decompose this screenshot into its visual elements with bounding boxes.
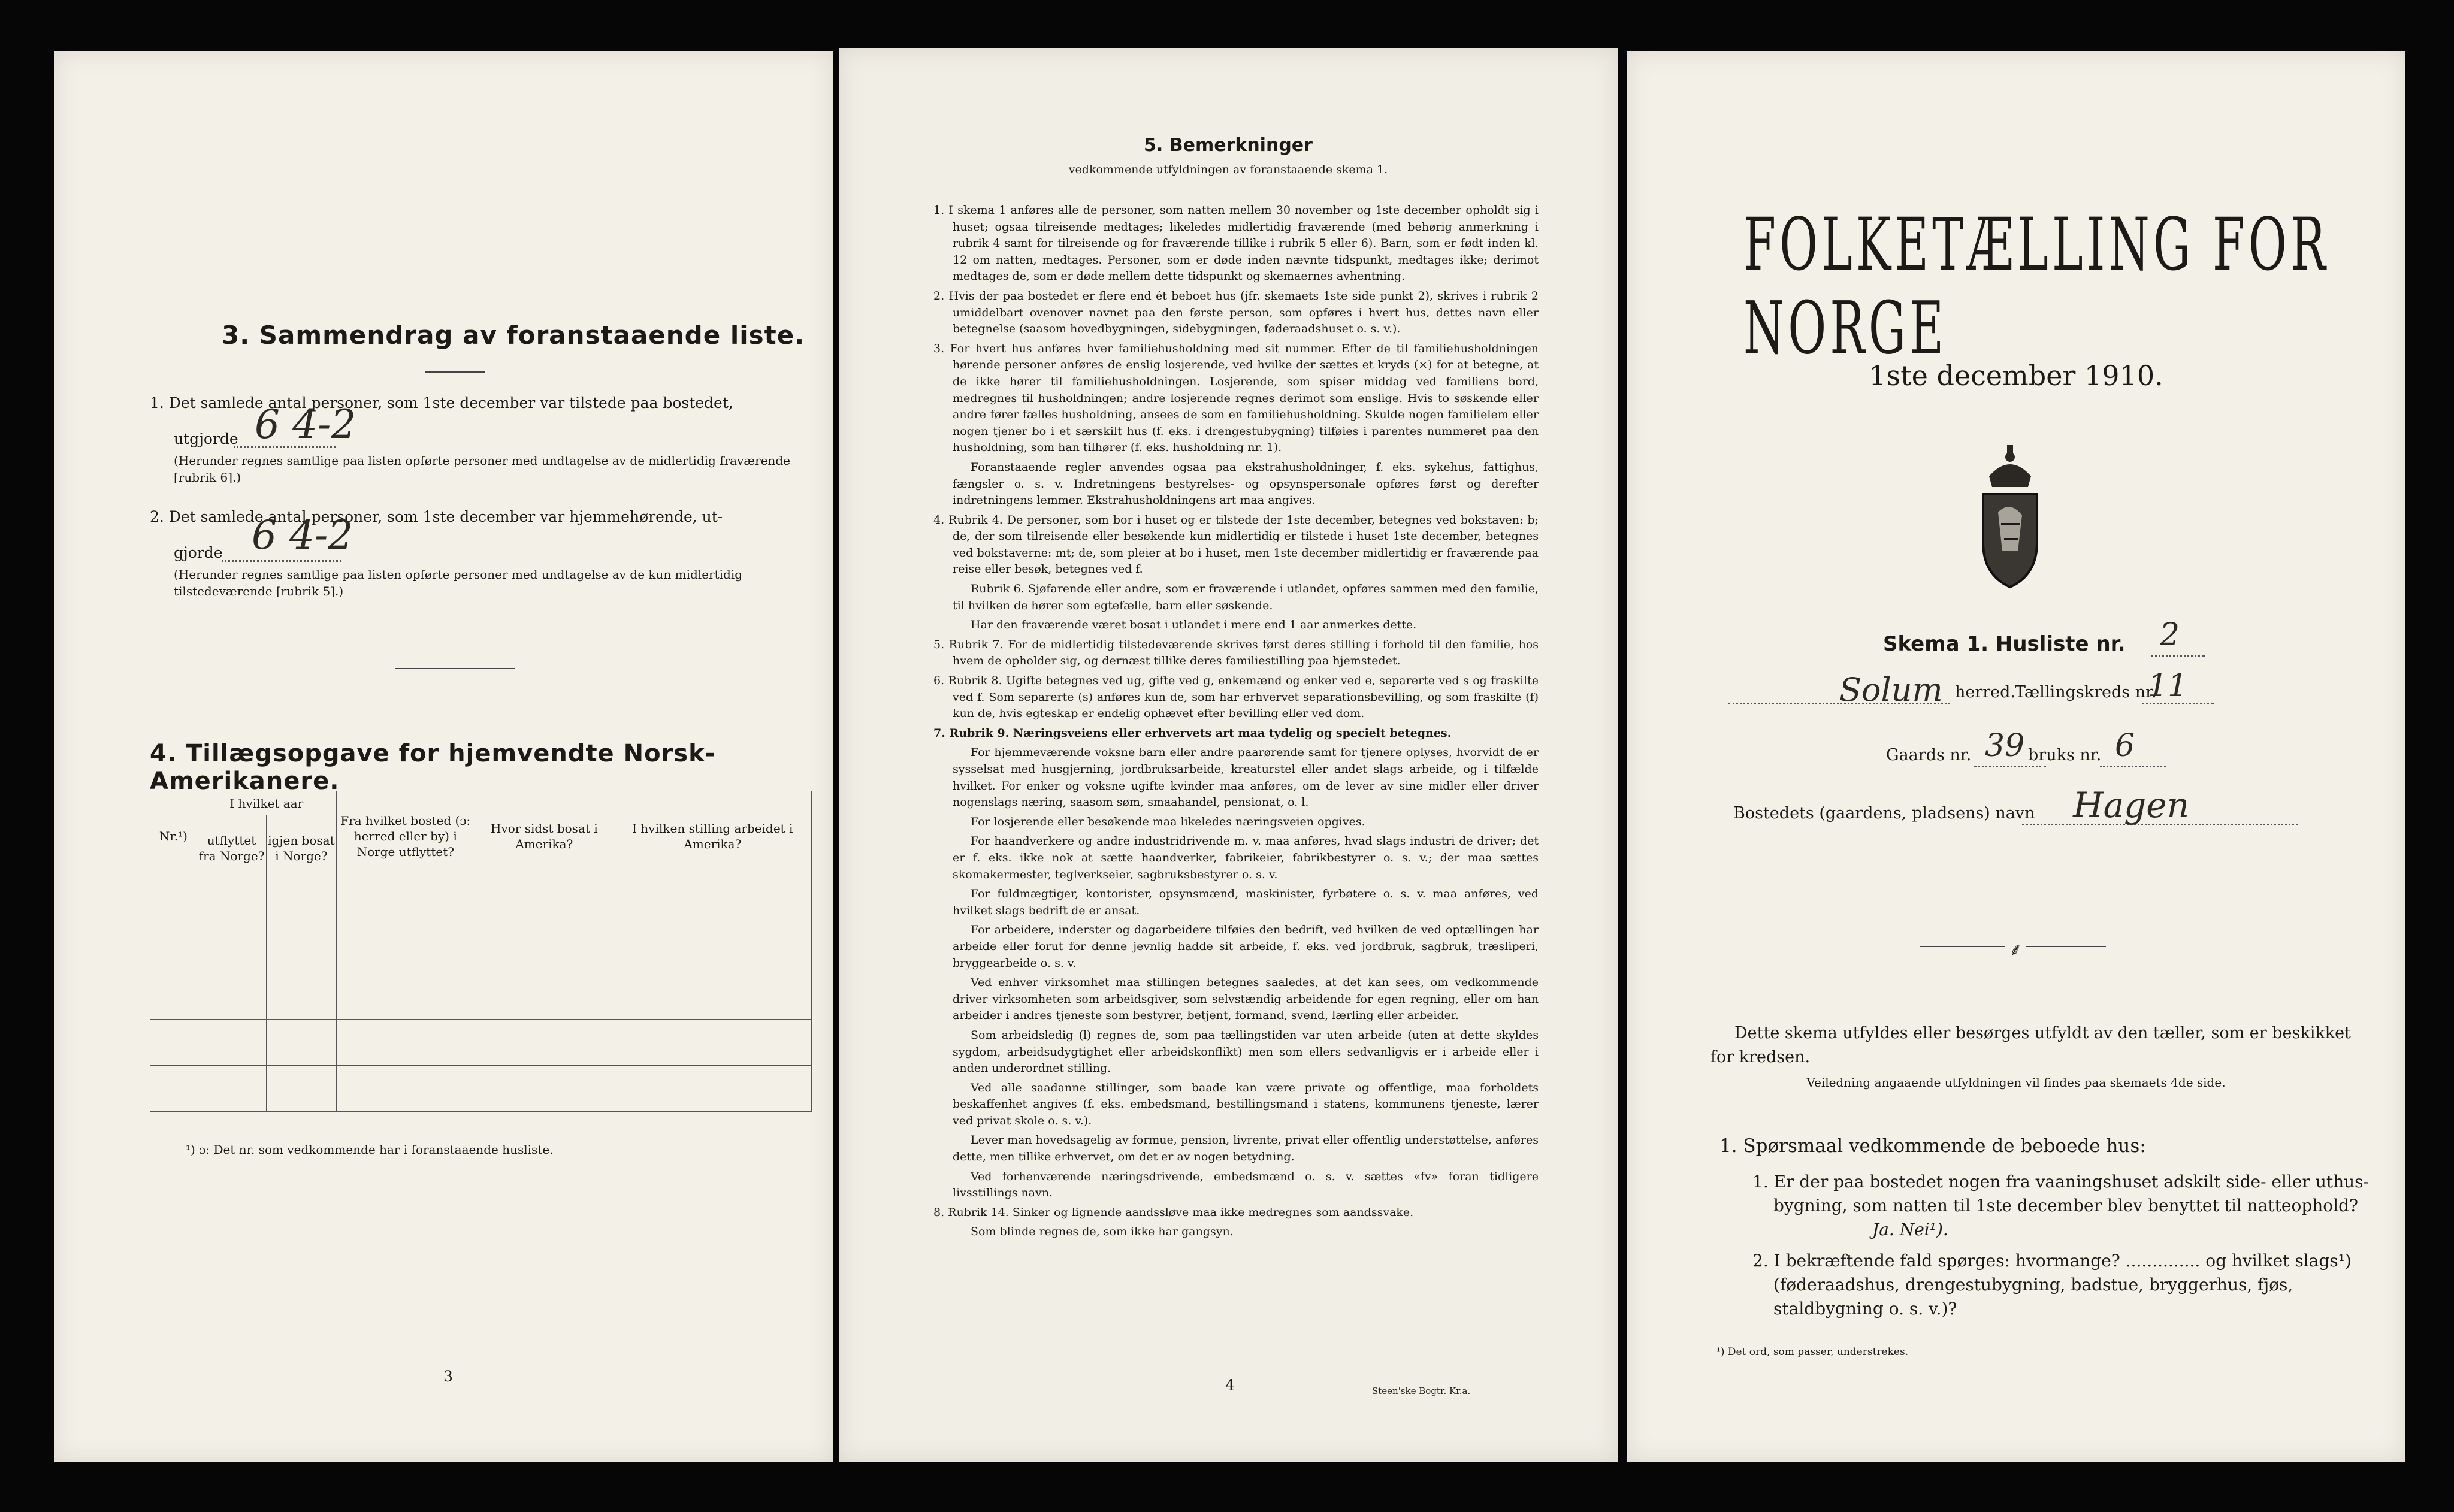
bruks-label: bruks nr. [2028, 746, 2102, 764]
remark-2: 2. Hvis der paa bostedet er flere end ét beboet hus (jfr. skemaets 1ste side punkt 2), skrives i rubrik 2 umiddelbart ovenover navnet paa den første person, som opføres i hvert hus, dettes navn eller betegnelse (saasom hovedbygningen, sidebygningen, føderaadshuset o. s. v.). [933, 289, 1539, 336]
remark-4: 4. Rubrik 4. De personer, som bor i huset og er tilstede der 1ste december, betegnes ved bokstaven: b; de, der som tilreisende eller besøkende kun midlertidig er tilstede i huset 1ste december, betegnes ved bokstaverne: mt; de, som pleier at bo i huset, men 1ste december midlertidig er fraværende paa reise eller besøk, betegnes ved f. [933, 513, 1539, 576]
item1-handwritten-value: 6 4-2 [255, 401, 356, 447]
remark-7-para: For haandverkere og andre industridrivende m. v. maa anføres, hvad slags industri de driver; det er f. eks. ikke nok at sætte haandverker, fabrikeier, fabrikbestyrer o. s. v.; der maa sættes skomakermester, teglverkseier, sagbruksbestyrer o. s. v. [953, 834, 1539, 881]
intro-text: Dette skema utfyldes eller besørges utfyldt av den tæller, som er beskikket for kredsen. [1710, 1024, 2351, 1066]
left-page [54, 51, 833, 1462]
remark-7-para: Lever man hovedsagelig av formue, pension, livrente, privat eller offentlig understøttelse, anføres dette, men tillike erhvervet, om det er av nogen betydning. [953, 1133, 1539, 1164]
herred-label: herred. [1955, 683, 2016, 701]
question-header: 1. Spørsmaal vedkommende de beboede hus: [1719, 1135, 2146, 1157]
remark-7-para: For hjemmeværende voksne barn eller andre paarørende samt for tjenere oplyses, hvorvidt de er sysselsat med husgjerning, jordbruksarbeide, kreaturstel eller andet slags arbeide, og i tilfælde hvilket. For enker og voksne ugifte kvinder maa anføres, om de lever av sine midler eller driver nogenslags næring, saasom søm, smaahandel, pensionat, o. l. [953, 746, 1539, 809]
remark-7: 7. Rubrik 9. Næringsveiens eller erhvervets art maa tydelig og specielt betegnes. [933, 726, 1452, 740]
item2-prefix: gjorde [174, 544, 223, 561]
item2-text: 2. Det samlede antal personer, som 1ste december var hjemmehørende, ut- [150, 508, 723, 525]
remark-5: 5. Rubrik 7. For de midlertidig tilstedeværende skrives først deres stilling i forhold til den familie, hos hvem de opholder sig, og dernæst tillike deres familiestilling paa hjemstedet. [933, 637, 1539, 668]
page-number: 3 [443, 1368, 453, 1385]
item1-note: (Herunder regnes samtlige paa listen opførte personer med undtagelse av de midlertidig fraværende [rubrik 6].) [174, 453, 791, 485]
remark-7-para: Som arbeidsledig (l) regnes de, som paa tællingstiden var uten arbeide (uten at dette skyldes sygdom, arbeidsudygtighet eller arbeidskonflikt) men som ellers sedvanligvis er i arbeide eller i anden underordnet stilling. [953, 1028, 1539, 1075]
remarks-list [933, 202, 1539, 1244]
printer-mark: Steen'ske Bogtr. Kr.a. [1372, 1384, 1470, 1396]
divider [425, 371, 485, 373]
footnote: ¹) ɔ: Det nr. som vedkommende har i foranstaaende husliste. [186, 1142, 554, 1157]
remark-7-para: Ved alle saadanne stillinger, som baade kan være private og offentlige, maa forholdets beskaffenhet angives (f. eks. embedsmand, bestillingsmand i statens, kommunens tjeneste, lærer ved privat skole o. s. v.). [953, 1081, 1539, 1127]
main-title-wrap [1743, 204, 2343, 371]
bosted-value: Hagen [2073, 785, 2189, 825]
remark-7-para: Ved enhver virksomhet maa stillingen betegnes saaledes, at det kan sees, om vedkommende driver virksomheten som arbeidsgiver, som selvstændig arbeidende for egen regning, eller om han arbeider i andres tjeneste som bestyrer, betjent, formand, svend, lærling eller arbeider. [953, 976, 1539, 1023]
item2-dotline [222, 560, 341, 562]
divider [395, 668, 515, 669]
remark-7-para: For fuldmægtiger, kontorister, opsynsmænd, maskinister, fyrbøtere o. s. v. maa anføres, ved hvilket slags bedrift de er ansat. [953, 887, 1539, 917]
census-date: 1ste december 1910. [1869, 359, 2163, 392]
remark-7-para: Ved forhenværende næringsdrivende, embedsmænd o. s. v. sættes «fv» foran tidligere livsstillings navn. [953, 1169, 1539, 1200]
norsk-amerikanere-table [150, 791, 812, 1112]
question-1-answer: Ja. Nei¹). [1872, 1220, 1948, 1239]
question-1: 1. Er der paa bostedet nogen fra vaaningshuset adskilt side- eller uthus-bygning, som natten til 1ste december blev benyttet til natteophold? [1752, 1172, 2369, 1215]
footnote: ¹) Det ord, som passer, understrekes. [1716, 1346, 1909, 1358]
right-page [1627, 51, 2405, 1462]
col-sidst: Hvor sidst bosat i Amerika? [475, 791, 614, 881]
middle-page [839, 48, 1618, 1462]
section4-title: 4. Tillægsopgave for hjemvendte Norsk-Amerikanere. [150, 740, 716, 795]
gaards-label: Gaards nr. [1886, 746, 1972, 764]
kreds-value: 11 [2148, 668, 2188, 704]
remark-3-extra: Foranstaaende regler anvendes ogsaa paa ekstrahusholdninger, f. eks. sykehus, fattighus, fængsler o. s. v. Indretningens bestyrelses- og opsynspersonale opføres først og derefter indretningens lemmer. Ekstrahusholdningens art maa angives. [953, 460, 1539, 507]
remark-8: 8. Rubrik 14. Sinker og lignende aandssløve maa ikke medregnes som aandssvake. [933, 1205, 1414, 1219]
table-row [150, 1066, 812, 1112]
col-utflyttet: utflyttet fra Norge? [197, 815, 266, 881]
bruks-dotline [2100, 766, 2166, 767]
col-stilling: I hvilken stilling arbeidet i Amerika? [614, 791, 811, 881]
bemerkninger-subtitle: vedkommende utfyldningen av foranstaaende skema 1. [1068, 163, 1388, 176]
herred-value: Solum [1839, 671, 1943, 709]
question-2: 2. I bekræftende fald spørges: hvormange? .............. og hvilket slags¹) (føderaadshus, drengestubygning, badstue, bryggerhus, fjøs, staldbygning o. s. v.)? [1752, 1251, 2352, 1319]
husliste-dotline [2151, 655, 2205, 657]
remark-7-para: For losjerende eller besøkende maa likeledes næringsveien opgives. [971, 815, 1365, 828]
skema-label: Skema 1. Husliste nr. [1883, 632, 2126, 656]
table-row [150, 1020, 812, 1066]
page-number: 4 [1225, 1377, 1235, 1394]
table-row [150, 927, 812, 973]
bosted-label: Bostedets (gaardens, pladsens) navn [1733, 804, 2035, 822]
remark-1: 1. I skema 1 anføres alle de personer, som natten mellem 30 november og 1ste december opholdt sig i huset; ogsaa tilreisende medtages; likeledes midlertidig fraværende (med behørig anmerkning i rubrik 4 samt for tilreisende og for fraværende tillike i rubrik 5 eller 6). Barn, som er født inden kl. 12 om natten, medtages. Personer, som er døde inden nævnte tidspunkt, medtages ikke; derimot medtages de, som er døde mellem dette tidspunkt og skemaernes avhentning. [933, 204, 1539, 283]
remark-4-rubrik6: Rubrik 6. Sjøfarende eller andre, som er fraværende i utlandet, opføres sammen med den familie, til hvilken de hører som egtefælle, barn eller søskende. [953, 582, 1539, 612]
gaards-value: 39 [1985, 728, 2025, 764]
col-igjen: igjen bosat i Norge? [267, 815, 336, 881]
item1-text: 1. Det samlede antal personer, som 1ste december var tilstede paa bostedet, [150, 394, 733, 412]
kreds-label: Tællingskreds nr. [2015, 683, 2157, 701]
remark-3: 3. For hvert hus anføres hver familiehusholdning med sit nummer. Efter de til familiehusholdningen hørende personer anføres de enslig losjerende, ved hvilke der sættes et kryds (×) for at betegne, at de ikke hører til familiehusholdningen. Losjerende, som spiser middag ved familiens bord, medregnes til husholdningen; andre losjerende regnes derimot som enslige. Hvis to søskende eller andre fører fælles husholdning, ansees de som en familiehusholdning. Skulde nogen familielem eller nogen tjener bo i et særskilt hus (f. eks. i drengestubygning) tilføies i parentes nummeret paa den husholdning, som han tilhører (f. eks. husholdning nr. 1). [933, 341, 1539, 455]
table-row [150, 881, 812, 927]
item1-prefix: utgjorde [174, 430, 238, 447]
remark-6: 6. Rubrik 8. Ugifte betegnes ved ug, gifte ved g, enkemænd og enker ved e, separerte ved s og fraskilte ved f. Som separerte (s) anføres kun de, som har erhvervet separationsbevilling, og som fraskilte (f) kun de, hvis egteskap er endelig ophævet efter bevilling eller ved dom. [933, 674, 1539, 721]
main-title: FOLKETÆLLING FOR NORGE [1743, 204, 2329, 371]
section3-title: 3. Sammendrag av foranstaaende liste. [222, 320, 805, 350]
bemerkninger-title: 5. Bemerkninger [1144, 135, 1313, 156]
remark-8-note: Som blinde regnes de, som ikke har gangsyn. [971, 1225, 1234, 1239]
item2-handwritten-value: 6 4-2 [252, 512, 353, 558]
intro-note: Veiledning angaaende utfyldningen vil findes paa skemaets 4de side. [1806, 1075, 2226, 1090]
col-aar: I hvilket aar [197, 791, 336, 815]
item2-note: (Herunder regnes samtlige paa listen opførte personer med undtagelse av de kun midlertidig tilstedeværende [rubrik 5].) [174, 567, 743, 598]
coat-of-arms-icon [1965, 440, 2055, 590]
col-nr: Nr.¹) [150, 791, 197, 881]
bruks-value: 6 [2115, 728, 2135, 764]
col-bosted: Fra hvilket bosted (ɔ: herred eller by) i Norge utflyttet? [336, 791, 475, 881]
husliste-number: 2 [2160, 617, 2180, 653]
remark-7-para: For arbeidere, inderster og dagarbeidere tilføies den bedrift, ved hvilken de ved optællingen har arbeide eller forut for denne jevnlig hadde sit arbeide, f. eks. ved jordbruk, sagbruk, træsliperi, bryggearbeide o. s. v. [953, 923, 1539, 970]
remark-4-note: Har den fraværende været bosat i utlandet i mere end 1 aar anmerkes dette. [971, 618, 1417, 632]
ornament-icon: ⸙ [2005, 936, 2026, 961]
table-row [150, 973, 812, 1020]
